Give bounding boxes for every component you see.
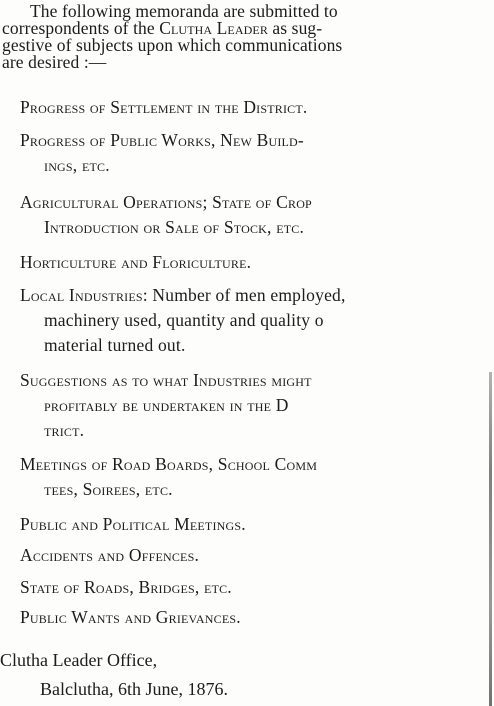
intro-line-2: correspondents of the Clutha Leader as sug-: [2, 18, 323, 38]
intro-line-3: gestive of subjects upon which communications: [2, 35, 343, 55]
signature-office: Clutha Leader Office,: [0, 650, 158, 670]
intro-paragraph: [2, 3, 464, 71]
list-item-roads: State of Roads, Bridges, etc.: [20, 577, 232, 597]
list-item-meetings: Meetings of Road Boards, School Comm tees, Soirees, etc.: [20, 454, 318, 499]
list-item-settlement: Progress of Settlement in the District.: [20, 97, 308, 117]
list-item-local-industries: Local Industries: Number of men employed, machinery used, quantity and quality o material turned out.: [20, 285, 346, 355]
intro-line-4: are desired :—: [2, 52, 107, 72]
list-item-public-meetings: Public and Political Meetings.: [20, 514, 246, 534]
list-item-grievances: Public Wants and Grievances.: [20, 607, 241, 627]
column-edge-rule: [489, 372, 492, 706]
list-item-suggestions: Suggestions as to what Industries might profitably be undertaken in the D trict.: [20, 370, 312, 440]
list-item-public-works: Progress of Public Works, New Build- ings, etc.: [20, 130, 304, 175]
list-item-horticulture: Horticulture and Floriculture.: [20, 252, 252, 272]
newspaper-name: Clutha Leader: [159, 18, 268, 38]
list-item-agricultural: Agricultural Operations; State of Crop Introduction or Sale of Stock, etc.: [20, 192, 312, 237]
signature-place-date: Balclutha, 6th June, 1876.: [40, 679, 228, 699]
intro-line-1: The following memoranda are submitted to: [30, 1, 338, 21]
list-item-accidents: Accidents and Offences.: [20, 545, 200, 565]
